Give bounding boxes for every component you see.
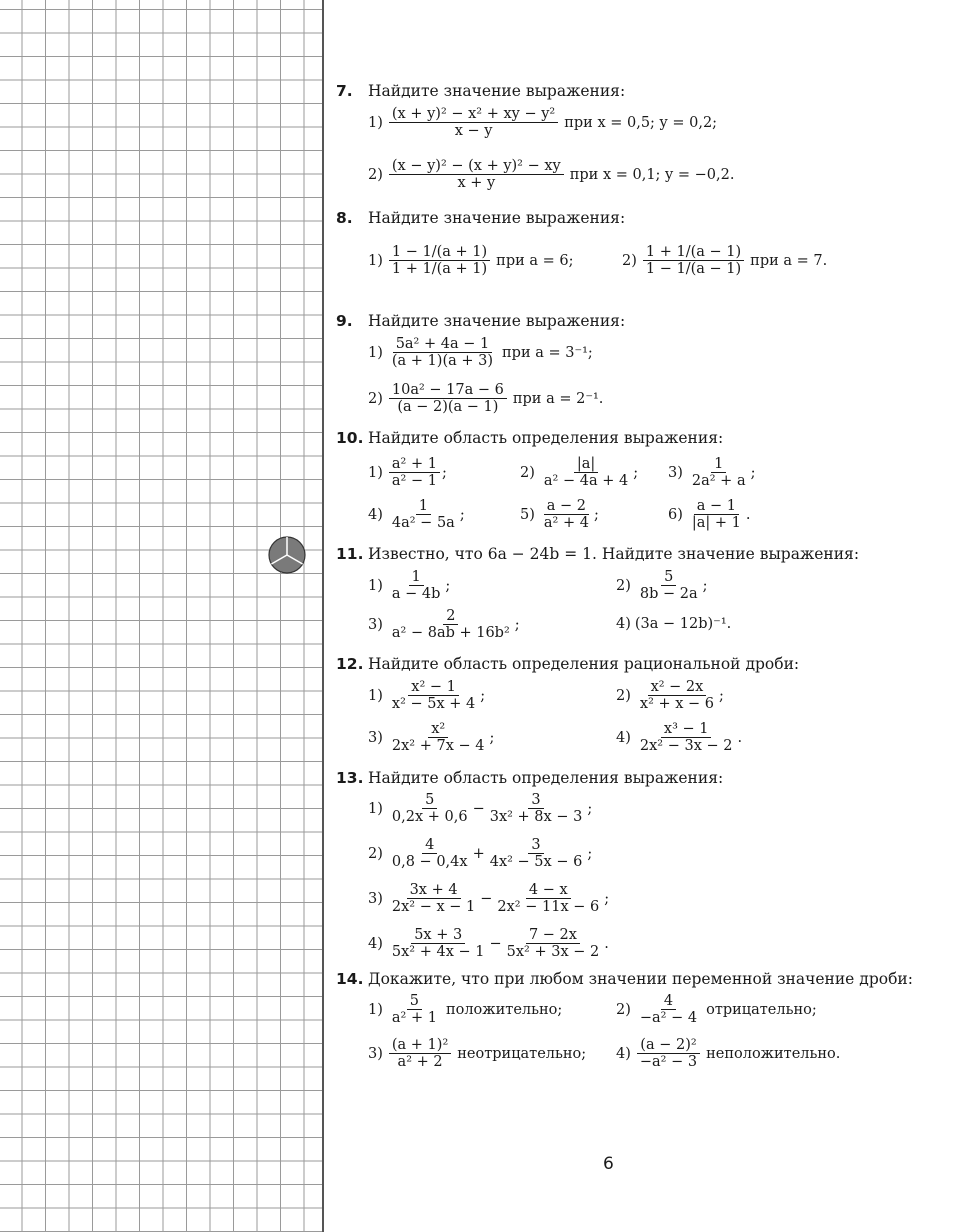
- problem-text: Найдите область определения рациональной дроби:: [368, 655, 800, 673]
- problem-11-item-1: [368, 569, 450, 602]
- punct: ;: [445, 577, 451, 594]
- numerator: a − 2: [544, 498, 589, 515]
- fraction: [389, 679, 478, 712]
- fraction: [689, 498, 744, 531]
- numerator: 4: [422, 837, 437, 854]
- numerator: 5x + 3: [411, 927, 465, 944]
- denominator: a² − 1: [391, 473, 437, 489]
- denominator: 5x² + 4x − 1: [391, 944, 485, 960]
- item-label: 1): [368, 577, 383, 594]
- numerator: 1: [416, 498, 431, 515]
- condition: при x = 0,1; y = −0,2.: [569, 166, 735, 183]
- denominator: 2x² − 11x − 6: [497, 899, 600, 915]
- problem-7: [336, 82, 625, 100]
- numerator: a − 1: [694, 498, 739, 515]
- problem-14-item-4: [616, 1037, 840, 1070]
- denominator: 4x² − 5x − 6: [489, 854, 583, 870]
- condition: при a = 2⁻¹.: [512, 390, 604, 407]
- fraction: [389, 993, 440, 1026]
- condition: положительно;: [445, 1001, 563, 1018]
- punct: ;: [587, 845, 593, 862]
- fraction: [389, 792, 471, 825]
- problem-10-item-1: [368, 456, 447, 489]
- item-label: 6): [668, 506, 683, 523]
- denominator: a − 4b: [391, 586, 441, 602]
- denominator: −a² − 3: [639, 1054, 698, 1070]
- numerator: 5: [661, 569, 676, 586]
- problem-text: Найдите значение выражения:: [368, 82, 626, 100]
- item-label: 4): [616, 1045, 631, 1062]
- problem-text: Найдите значение выражения:: [368, 209, 626, 227]
- fraction: [389, 158, 564, 191]
- fraction: [637, 679, 717, 712]
- problem-12-item-3: [368, 721, 494, 754]
- problem-text: Докажите, что при любом значении переменной значение дроби:: [368, 970, 913, 988]
- fraction: [541, 456, 631, 489]
- punct: ;: [459, 506, 465, 523]
- punct: ;: [514, 616, 520, 633]
- item-label: 2): [622, 252, 637, 269]
- problem-7-item-2: [368, 158, 734, 191]
- punct: ;: [604, 890, 610, 907]
- item-label: 3): [668, 464, 683, 481]
- denominator: 2x² − x − 1: [391, 899, 476, 915]
- denominator: 1 + 1/(a + 1): [391, 261, 488, 277]
- graph-paper-margin: [0, 0, 324, 1232]
- page-number: 6: [603, 1154, 614, 1174]
- numerator: 7 − 2x: [526, 927, 580, 944]
- numerator: 3x + 4: [407, 882, 461, 899]
- fraction: [389, 1037, 451, 1070]
- punct: ;: [719, 687, 724, 704]
- item-label: 1): [368, 687, 383, 704]
- problem-11-item-3: [368, 608, 520, 641]
- problem-8: [336, 209, 625, 227]
- fraction: [637, 569, 701, 602]
- fraction: [504, 927, 603, 960]
- item-label: 3): [368, 729, 383, 746]
- problem-12-item-1: [368, 679, 485, 712]
- operator: −: [472, 800, 485, 817]
- numerator: 2: [443, 608, 458, 625]
- fraction: [494, 882, 602, 915]
- numerator: (a + 1)²: [389, 1037, 451, 1054]
- fraction: [389, 244, 490, 277]
- fraction: [643, 244, 744, 277]
- condition: при x = 0,5; y = 0,2;: [564, 114, 718, 131]
- punct: .: [737, 729, 743, 746]
- problem-8-item-1: [368, 244, 574, 277]
- denominator: 1 − 1/(a − 1): [645, 261, 742, 277]
- denominator: a² + 4: [543, 515, 589, 531]
- problem-7-item-1: [368, 106, 717, 139]
- numerator: 3: [528, 792, 543, 809]
- fraction: [637, 993, 700, 1026]
- problem-number: 7.: [336, 82, 353, 100]
- numerator: a² + 1: [389, 456, 440, 473]
- fraction: [389, 608, 513, 641]
- item-label: 1): [368, 800, 383, 817]
- denominator: x − y: [454, 123, 493, 139]
- numerator: 5a² + 4a − 1: [393, 336, 493, 353]
- problem-9-item-1: [368, 336, 593, 369]
- item-label: 1): [368, 464, 383, 481]
- punct: ;: [702, 577, 708, 594]
- item-label: 3): [368, 1045, 383, 1062]
- problem-13: [336, 769, 723, 787]
- condition: неположительно.: [706, 1045, 841, 1062]
- item-label: 2): [368, 845, 383, 862]
- item-label: 3): [368, 616, 383, 633]
- problem-text: Найдите область определения выражения:: [368, 429, 724, 447]
- fraction: [389, 106, 558, 139]
- condition: отрицательно;: [706, 1001, 817, 1018]
- problem-11-item-2: [616, 569, 708, 602]
- denominator: a² − 8ab + 16b²: [391, 625, 510, 641]
- problem-11-item-4: [616, 616, 731, 632]
- denominator: a² − 4a + 4: [543, 473, 629, 489]
- item-label: 4): [616, 616, 631, 632]
- fraction: [487, 837, 586, 870]
- denominator: x² + x − 6: [639, 696, 715, 712]
- numerator: 5: [422, 792, 437, 809]
- item-label: 2): [616, 687, 631, 704]
- problem-9: [336, 312, 625, 330]
- fraction: [389, 927, 488, 960]
- item-label: 1): [368, 114, 383, 131]
- punct: ;: [587, 800, 593, 817]
- problem-number: 10.: [336, 429, 364, 447]
- fraction: [389, 569, 444, 602]
- denominator: a² + 2: [397, 1054, 443, 1070]
- denominator: a² + 1: [391, 1010, 437, 1026]
- denominator: 2x² − 3x − 2: [639, 738, 733, 754]
- fraction: [637, 1037, 700, 1070]
- denominator: −a² − 4: [639, 1010, 698, 1026]
- item-label: 2): [616, 1001, 631, 1018]
- item-label: 5): [520, 506, 535, 523]
- problem-number: 8.: [336, 209, 353, 227]
- problem-10-item-6: [668, 498, 751, 531]
- item-label: 2): [368, 390, 383, 407]
- denominator: 2a² + a: [691, 473, 746, 489]
- numerator: x²: [428, 721, 448, 738]
- punct: ;: [480, 687, 486, 704]
- problem-number: 9.: [336, 312, 353, 330]
- fraction: [389, 336, 496, 369]
- problem-10-item-2: [520, 456, 638, 489]
- problem-text: Известно, что 6a − 24b = 1. Найдите значение выражения:: [368, 545, 860, 563]
- problem-number: 14.: [336, 970, 364, 988]
- fraction: [689, 456, 749, 489]
- numerator: (x − y)² − (x + y)² − xy: [389, 158, 564, 175]
- problem-text: Найдите область определения выражения:: [368, 769, 724, 787]
- denominator: |a| + 1: [691, 515, 741, 531]
- item-label: 2): [368, 166, 383, 183]
- problem-10-item-4: [368, 498, 465, 531]
- punct: .: [745, 506, 751, 523]
- punct: ;: [593, 506, 599, 523]
- problem-10: [336, 429, 723, 447]
- condition: при a = 6;: [496, 252, 574, 269]
- condition: при a = 3⁻¹;: [502, 344, 593, 361]
- condition: при a = 7.: [750, 252, 828, 269]
- denominator: 0,8 − 0,4x: [391, 854, 468, 870]
- fraction: [389, 382, 507, 415]
- numerator: 4: [661, 993, 676, 1010]
- numerator: 5: [407, 993, 422, 1010]
- problem-8-item-2: [622, 244, 827, 277]
- expression: (3a − 12b)⁻¹.: [634, 616, 732, 632]
- fraction: [389, 498, 458, 531]
- problem-9-item-2: [368, 382, 603, 415]
- problem-13-item-2: [368, 837, 592, 870]
- punct: .: [604, 935, 609, 952]
- fraction: [541, 498, 592, 531]
- problem-12: [336, 655, 799, 673]
- denominator: (a + 1)(a + 3): [391, 353, 493, 369]
- problem-number: 12.: [336, 655, 364, 673]
- fraction: [637, 721, 736, 754]
- problem-11: [336, 545, 859, 563]
- denominator: 2x² + 7x − 4: [391, 738, 485, 754]
- numerator: 1 + 1/(a − 1): [643, 244, 744, 261]
- punct: ;: [489, 729, 495, 746]
- section-marker-icon: [268, 536, 306, 574]
- problem-text: Найдите значение выражения:: [368, 312, 626, 330]
- problem-number: 11.: [336, 545, 364, 563]
- item-label: 2): [520, 464, 535, 481]
- item-label: 1): [368, 1001, 383, 1018]
- problem-13-item-3: [368, 882, 609, 915]
- problem-14-item-3: [368, 1037, 586, 1070]
- operator: −: [489, 935, 502, 952]
- problem-12-item-4: [616, 721, 742, 754]
- numerator: 10a² − 17a − 6: [389, 382, 507, 399]
- denominator: 5x² + 3x − 2: [506, 944, 600, 960]
- problem-10-item-5: [520, 498, 599, 531]
- denominator: 0,2x + 0,6: [391, 809, 468, 825]
- numerator: x² − 1: [408, 679, 459, 696]
- item-label: 1): [368, 252, 383, 269]
- denominator: (a − 2)(a − 1): [397, 399, 499, 415]
- problem-13-item-4: [368, 927, 609, 960]
- problem-14-item-2: [616, 993, 817, 1026]
- operator: +: [472, 845, 485, 862]
- numerator: (a − 2)²: [637, 1037, 699, 1054]
- fraction: [389, 882, 478, 915]
- numerator: x³ − 1: [661, 721, 712, 738]
- denominator: 4a² − 5a: [391, 515, 455, 531]
- item-label: 4): [368, 935, 383, 952]
- numerator: x² − 2x: [648, 679, 707, 696]
- condition: неотрицательно;: [457, 1045, 587, 1062]
- fraction: [389, 837, 471, 870]
- problem-12-item-2: [616, 679, 724, 712]
- problem-14-item-1: [368, 993, 562, 1026]
- item-label: 3): [368, 890, 383, 907]
- problem-13-item-1: [368, 792, 592, 825]
- numerator: 1: [711, 456, 726, 473]
- item-label: 2): [616, 577, 631, 594]
- punct: ;: [633, 464, 639, 481]
- problem-number: 13.: [336, 769, 364, 787]
- punct: ;: [441, 464, 447, 481]
- denominator: 8b − 2a: [639, 586, 698, 602]
- numerator: 1: [409, 569, 424, 586]
- denominator: x² − 5x + 4: [391, 696, 476, 712]
- denominator: x + y: [457, 175, 496, 191]
- problem-14: [336, 970, 913, 988]
- numerator: 3: [528, 837, 543, 854]
- problem-10-item-3: [668, 456, 755, 489]
- item-label: 1): [368, 344, 383, 361]
- numerator: |a|: [574, 456, 598, 473]
- fraction: [389, 721, 488, 754]
- operator: −: [480, 890, 493, 907]
- numerator: (x + y)² − x² + xy − y²: [389, 106, 558, 123]
- item-label: 4): [368, 506, 383, 523]
- item-label: 4): [616, 729, 631, 746]
- fraction: [389, 456, 440, 489]
- fraction: [487, 792, 586, 825]
- denominator: 3x² + 8x − 3: [489, 809, 583, 825]
- numerator: 1 − 1/(a + 1): [389, 244, 490, 261]
- punct: ;: [750, 464, 756, 481]
- numerator: 4 − x: [526, 882, 571, 899]
